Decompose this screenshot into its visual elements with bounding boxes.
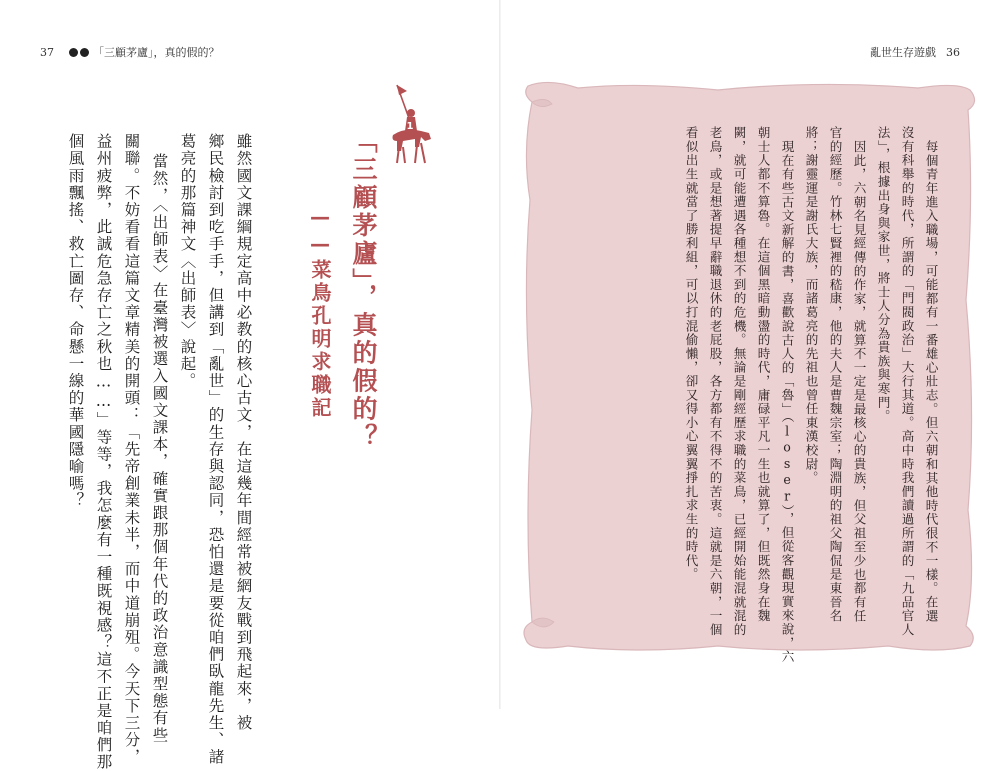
rider-with-banner-icon	[385, 83, 437, 173]
scroll-column: 朝士人都不算魯。在這個黑暗動盪的時代，庸碌平凡一生也就算了，但既然身在魏	[755, 126, 771, 623]
scroll-column: 沒有科舉的時代，所謂的「門閥政治」大行其道。高中時我們讀過所謂的「九品官人	[899, 126, 915, 637]
scroll-column: 每個青年進入職場，可能都有一番雄心壯志。但六朝和其他時代很不一樣。在選	[923, 140, 939, 623]
body-column: 當然，〈出師表〉在臺灣被選入國文課本，確實跟那個年代的政治意識型態有些	[150, 153, 169, 744]
scroll-column: 闕，就可能遭遇各種想不到的危機。無論是剛經歷求職的菜鳥，已經開始能混就混的	[731, 126, 747, 637]
running-head-title-left: 「三顧茅廬」，真的假的？	[93, 46, 220, 59]
chapter-badge-icon	[80, 48, 89, 57]
body-column: 個風雨飄搖、救亡圖存、命懸一線的華國隱喻嗎？	[66, 133, 85, 510]
body-column: 葛亮的那篇神文〈出師表〉說起。	[178, 133, 197, 390]
body-column: 鄉民檢討到吃手手，但講到「亂世」的生存與認同，恐怕還是要從咱們臥龍先生、諸	[206, 133, 225, 766]
running-head-right	[870, 44, 960, 60]
body-column: 關聯。不妨看看這篇文章精美的開頭：「先帝創業未半，而中道崩殂。今天下三分，	[122, 133, 141, 766]
scroll-column: 官的經歷。竹林七賢裡的嵇康，他的夫人是曹魏宗室；陶淵明的祖父陶侃是東晉名	[827, 126, 843, 623]
chapter-badge-icon	[69, 48, 78, 57]
chapter-subtitle: ——菜鳥孔明求職記	[308, 205, 332, 420]
scroll-column: 老鳥，或是想著提早辭職退休的老屁股，各方都有不得不的苦衷。這就是六朝，一個	[707, 126, 723, 637]
gutter	[499, 0, 501, 709]
running-head-title-right: 亂世生存遊戲	[870, 46, 936, 59]
scroll-column: 法」，根據出身與家世，將士人分為貴族與寒門。	[875, 126, 891, 424]
scroll-column: 因此，六朝名見經傳的作家，就算不一定是最核心的貴族，但父祖至少也都有任	[851, 140, 867, 623]
chapter-title: 「三顧茅廬」，真的假的？	[349, 128, 378, 452]
page-number-left: 37	[40, 46, 54, 59]
chapter-number: 1	[406, 121, 414, 132]
scroll-column: 將；謝靈運是謝氏大族，而諸葛亮的先祖也曾任東漢校尉。	[803, 126, 819, 485]
scroll-column: 現在有些古文新解的書，喜歡說古人的「魯」（loser），但從客觀現實來說，六	[779, 140, 795, 664]
running-head-left	[40, 44, 220, 60]
body-column: 雖然國文課綱規定高中必教的核心古文，在這幾年間經常被網友戰到飛起來，被	[234, 133, 253, 732]
body-column: 益州疲弊，此誠危急存亡之秋也……」等等，我怎麼有一種既視感？這不正是咱們那	[94, 133, 113, 771]
scroll-column: 看似出生就當了勝利組，可以打混偷懶，卻又得小心翼翼掙扎求生的時代。	[683, 126, 699, 582]
page-number-right: 36	[946, 46, 960, 59]
